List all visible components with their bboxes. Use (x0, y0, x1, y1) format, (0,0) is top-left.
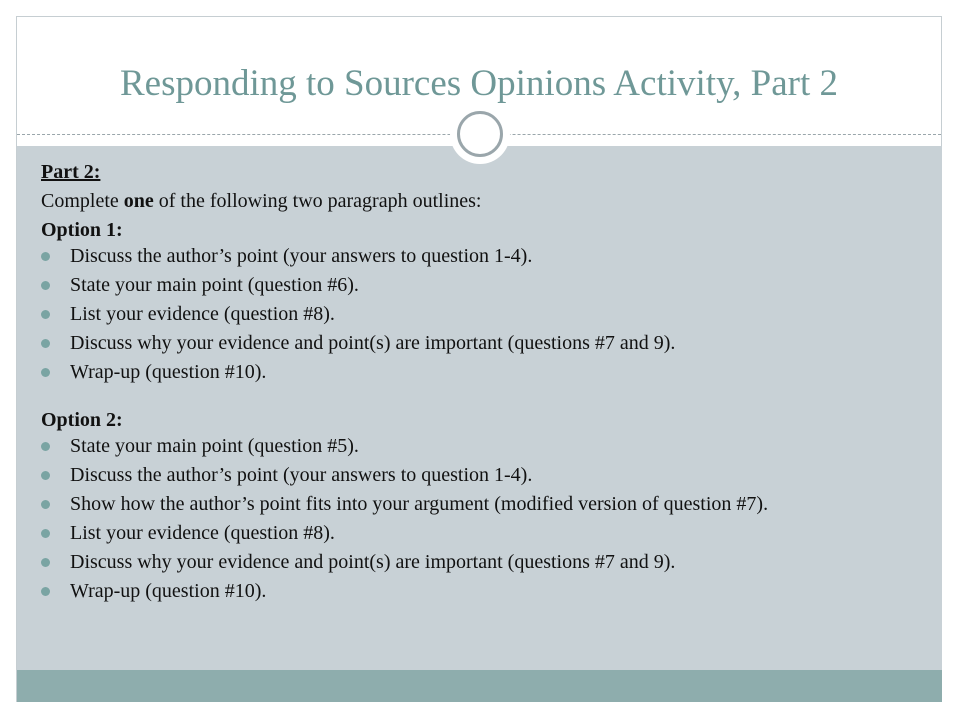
list-item-text: Discuss why your evidence and point(s) are important (questions #7 and 9). (70, 551, 676, 573)
footer-bar (17, 670, 942, 702)
list-item-text: Wrap-up (question #10). (70, 361, 267, 383)
bullet-icon (41, 500, 50, 509)
list-item (41, 580, 921, 602)
list-item-text: State your main point (question #6). (70, 274, 359, 296)
list-item-text: Discuss the author’s point (your answers to question 1-4). (70, 245, 533, 267)
part-heading: Part 2: (41, 161, 101, 183)
option2-heading: Option 2: (41, 409, 123, 431)
slide-body (41, 158, 921, 609)
option2-list (41, 435, 921, 602)
list-item-text: Wrap-up (question #10). (70, 580, 267, 602)
option1-list (41, 245, 921, 383)
instruction-line (41, 187, 921, 216)
bullet-icon (41, 587, 50, 596)
section-spacer (41, 390, 921, 406)
list-item (41, 522, 921, 544)
bullet-icon (41, 310, 50, 319)
list-item (41, 435, 921, 457)
bullet-icon (41, 471, 50, 480)
bullet-icon (41, 558, 50, 567)
slide-title: Responding to Sources Opinions Activity, Part 2 (119, 63, 839, 104)
list-item (41, 464, 921, 486)
list-item (41, 332, 921, 354)
bullet-icon (41, 442, 50, 451)
list-item-text: List your evidence (question #8). (70, 303, 335, 325)
list-item (41, 274, 921, 296)
list-item (41, 303, 921, 325)
bullet-icon (41, 281, 50, 290)
instruction-after: of the following two paragraph outlines: (153, 190, 482, 212)
list-item-text: Discuss why your evidence and point(s) are important (questions #7 and 9). (70, 332, 676, 354)
instruction-before: Complete (41, 190, 124, 212)
circle-ring (457, 111, 503, 157)
list-item (41, 551, 921, 573)
list-item (41, 361, 921, 383)
list-item-text: Show how the author’s point fits into your argument (modified version of question #7). (70, 493, 769, 515)
instruction-emphasis: one (123, 190, 154, 212)
circle-ornament-icon (450, 104, 510, 164)
list-item (41, 493, 921, 515)
bullet-icon (41, 252, 50, 261)
bullet-icon (41, 339, 50, 348)
list-item-text: Discuss the author’s point (your answers to question 1-4). (70, 464, 533, 486)
list-item-text: List your evidence (question #8). (70, 522, 335, 544)
bullet-icon (41, 529, 50, 538)
list-item (41, 245, 921, 267)
list-item-text: State your main point (question #5). (70, 435, 359, 457)
option1-heading: Option 1: (41, 219, 123, 241)
bullet-icon (41, 368, 50, 377)
